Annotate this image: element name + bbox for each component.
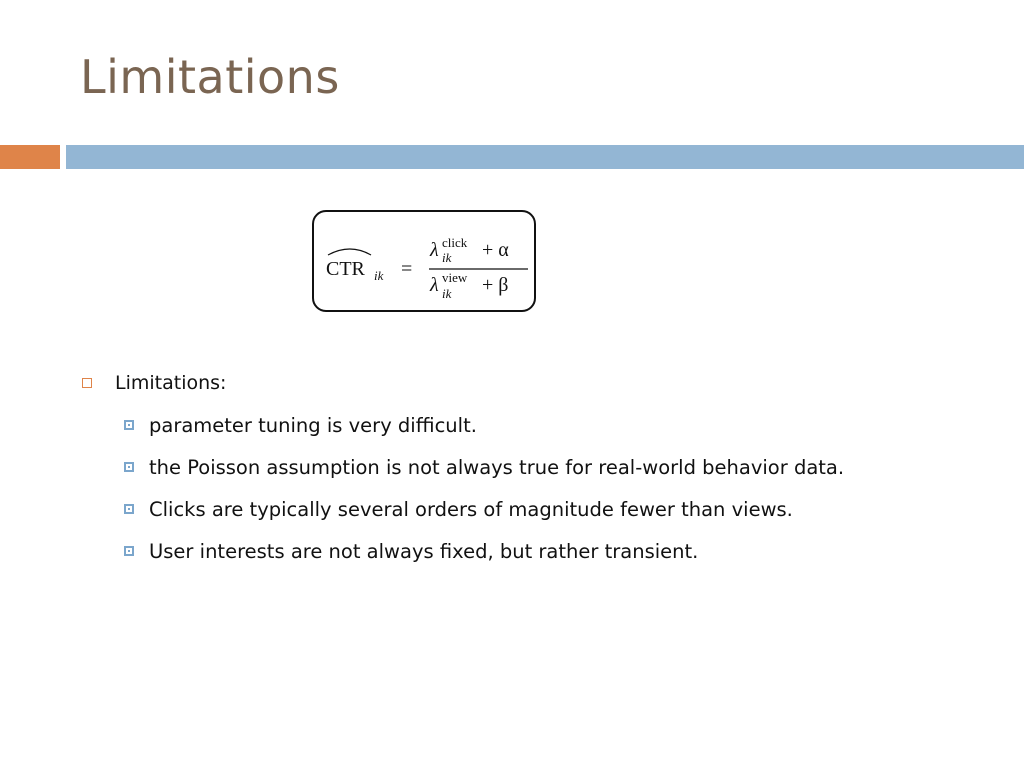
numerator-superscript: click [442,235,468,250]
formula-box [312,210,536,312]
formula-lhs-subscript: ik [374,268,384,283]
formula-equals: = [401,258,413,280]
numerator-plus-alpha: + α [482,239,509,261]
ctr-formula [314,212,538,314]
square-bullet-icon [124,546,134,556]
square-bullet-icon [124,420,134,430]
accent-bar [0,145,60,169]
formula-lhs: CTR [326,258,365,280]
denominator-lambda: λ [430,274,439,296]
numerator-lambda: λ [430,239,439,261]
numerator-subscript: ik [442,250,452,265]
slide-title: Limitations [80,50,340,104]
hollow-square-bullet-icon [82,378,92,388]
list-item [82,446,1002,488]
list-item-text: the Poisson assumption is not always true for real-world behavior data. [149,455,845,479]
denominator-subscript: ik [442,286,452,301]
denominator-superscript: view [442,270,468,285]
denominator-plus-beta: + β [482,274,509,296]
square-bullet-icon [124,504,134,514]
list-item-text: Clicks are typically several orders of magnitude fewer than views. [149,497,793,521]
list-item [82,404,1002,446]
hat-accent [328,249,371,255]
bullet-label: Limitations: [115,372,227,394]
header-bar [66,145,1024,169]
bullet-level1 [82,368,1002,398]
square-bullet-icon [124,462,134,472]
bullet-list [82,368,1002,572]
list-item-text: parameter tuning is very difficult. [149,413,477,437]
list-item-text: User interests are not always fixed, but rather transient. [149,539,699,563]
list-item [82,488,1002,530]
list-item [82,530,1002,572]
